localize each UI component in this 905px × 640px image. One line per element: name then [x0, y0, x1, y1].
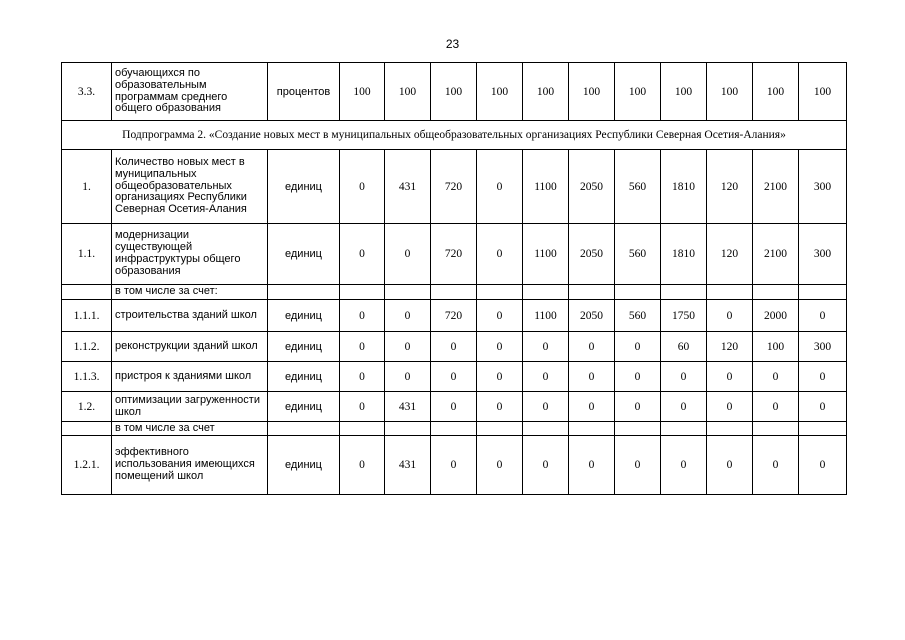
row-value: 0	[615, 392, 661, 422]
subprogram-title: Подпрограмма 2. «Создание новых мест в муниципальных общеобразовательных организациях Республики Северная Осетия-Алания»	[62, 121, 847, 150]
row-value: 120	[707, 150, 753, 224]
row-value: 0	[707, 362, 753, 392]
row-code	[62, 422, 112, 436]
table-row	[62, 63, 847, 121]
row-value	[385, 285, 431, 300]
row-value: 0	[340, 362, 385, 392]
row-value: 0	[340, 332, 385, 362]
page-number: 23	[445, 37, 460, 51]
table-body	[62, 63, 847, 495]
row-name: пристроя к зданиями школ	[112, 362, 268, 392]
row-value: 0	[799, 436, 847, 495]
row-value	[707, 422, 753, 436]
row-code	[62, 285, 112, 300]
row-unit: единиц	[268, 224, 340, 285]
row-value: 0	[707, 436, 753, 495]
row-value: 0	[477, 150, 523, 224]
row-value	[569, 285, 615, 300]
row-value: 431	[385, 436, 431, 495]
row-value: 1810	[661, 224, 707, 285]
row-value: 0	[569, 362, 615, 392]
table-row	[62, 300, 847, 332]
table-row	[62, 392, 847, 422]
row-value: 120	[707, 332, 753, 362]
row-value: 0	[661, 392, 707, 422]
row-value: 1100	[523, 300, 569, 332]
row-code: 1.1.1.	[62, 300, 112, 332]
row-value: 0	[569, 436, 615, 495]
row-value	[340, 285, 385, 300]
row-value: 0	[477, 300, 523, 332]
table-row	[62, 285, 847, 300]
table-row	[62, 436, 847, 495]
row-name: в том числе за счет	[112, 422, 268, 436]
row-value: 0	[707, 300, 753, 332]
row-unit: единиц	[268, 362, 340, 392]
row-value: 100	[753, 63, 799, 121]
row-code: 1.1.	[62, 224, 112, 285]
row-unit: единиц	[268, 392, 340, 422]
row-value	[799, 422, 847, 436]
row-value: 0	[340, 150, 385, 224]
row-value	[753, 285, 799, 300]
row-value: 720	[431, 224, 477, 285]
row-name: обучающихся по образовательным программам среднего общего образования	[112, 63, 268, 121]
row-value	[385, 422, 431, 436]
row-value: 0	[799, 362, 847, 392]
row-name: эффективного использования имеющихся помещений школ	[112, 436, 268, 495]
row-value: 0	[523, 392, 569, 422]
row-value: 100	[569, 63, 615, 121]
row-value: 0	[615, 436, 661, 495]
row-value: 431	[385, 392, 431, 422]
row-value: 2000	[753, 300, 799, 332]
row-value	[569, 422, 615, 436]
row-value	[477, 422, 523, 436]
row-value: 2100	[753, 224, 799, 285]
row-value: 1810	[661, 150, 707, 224]
row-name: Количество новых мест в муниципальных общеобразовательных организациях Республики Северная Осетия-Алания	[112, 150, 268, 224]
row-code: 1.	[62, 150, 112, 224]
row-value: 0	[569, 332, 615, 362]
row-value: 1100	[523, 150, 569, 224]
row-value: 2050	[569, 300, 615, 332]
row-value: 300	[799, 224, 847, 285]
row-value: 100	[340, 63, 385, 121]
row-value: 0	[753, 362, 799, 392]
row-value: 2050	[569, 224, 615, 285]
row-code: 3.3.	[62, 63, 112, 121]
row-value: 100	[523, 63, 569, 121]
row-value: 0	[385, 300, 431, 332]
row-value: 720	[431, 300, 477, 332]
table-row	[62, 150, 847, 224]
table-row	[62, 332, 847, 362]
row-value: 2050	[569, 150, 615, 224]
row-value	[615, 422, 661, 436]
row-name: строительства зданий школ	[112, 300, 268, 332]
row-name: оптимизации загруженности школ	[112, 392, 268, 422]
row-value: 1100	[523, 224, 569, 285]
row-value: 0	[615, 332, 661, 362]
row-code: 1.2.1.	[62, 436, 112, 495]
row-value: 0	[340, 436, 385, 495]
row-unit: единиц	[268, 150, 340, 224]
subprogram-row	[62, 121, 847, 150]
row-value: 0	[799, 300, 847, 332]
row-value	[523, 285, 569, 300]
row-name: реконструкции зданий школ	[112, 332, 268, 362]
row-value	[615, 285, 661, 300]
row-value: 0	[477, 362, 523, 392]
row-code: 1.1.2.	[62, 332, 112, 362]
row-value: 0	[799, 392, 847, 422]
row-value: 720	[431, 150, 477, 224]
row-value: 2100	[753, 150, 799, 224]
row-value	[431, 422, 477, 436]
row-value: 100	[431, 63, 477, 121]
row-value	[340, 422, 385, 436]
row-value: 0	[753, 392, 799, 422]
row-value: 0	[477, 392, 523, 422]
row-name: в том числе за счет:	[112, 285, 268, 300]
row-value: 0	[523, 332, 569, 362]
row-unit: единиц	[268, 436, 340, 495]
row-value	[707, 285, 753, 300]
row-value	[661, 285, 707, 300]
row-value: 560	[615, 150, 661, 224]
row-value: 100	[753, 332, 799, 362]
row-value	[431, 285, 477, 300]
indicators-table	[61, 62, 847, 495]
table-row	[62, 224, 847, 285]
row-value: 560	[615, 300, 661, 332]
row-value: 100	[707, 63, 753, 121]
row-value	[523, 422, 569, 436]
row-code: 1.1.3.	[62, 362, 112, 392]
row-value: 0	[340, 392, 385, 422]
row-value: 100	[661, 63, 707, 121]
row-value: 60	[661, 332, 707, 362]
row-unit	[268, 422, 340, 436]
row-value: 100	[385, 63, 431, 121]
row-unit: единиц	[268, 300, 340, 332]
row-value: 0	[431, 362, 477, 392]
row-value: 0	[431, 392, 477, 422]
row-value: 0	[477, 224, 523, 285]
row-value: 0	[661, 362, 707, 392]
row-value: 431	[385, 150, 431, 224]
row-value: 0	[385, 332, 431, 362]
row-value: 0	[523, 436, 569, 495]
row-unit: процентов	[268, 63, 340, 121]
row-value: 0	[385, 362, 431, 392]
row-code: 1.2.	[62, 392, 112, 422]
row-value: 560	[615, 224, 661, 285]
row-value: 0	[431, 436, 477, 495]
row-value: 0	[340, 300, 385, 332]
row-value: 0	[340, 224, 385, 285]
table-row	[62, 422, 847, 436]
row-value	[477, 285, 523, 300]
row-value: 100	[477, 63, 523, 121]
row-unit	[268, 285, 340, 300]
row-value: 100	[615, 63, 661, 121]
row-value: 300	[799, 332, 847, 362]
row-value: 0	[477, 436, 523, 495]
row-unit: единиц	[268, 332, 340, 362]
row-value: 1750	[661, 300, 707, 332]
row-name: модернизации существующей инфраструктуры общего образования	[112, 224, 268, 285]
row-value: 0	[615, 362, 661, 392]
row-value: 0	[753, 436, 799, 495]
row-value: 0	[707, 392, 753, 422]
row-value	[753, 422, 799, 436]
row-value: 300	[799, 150, 847, 224]
row-value	[799, 285, 847, 300]
row-value: 0	[477, 332, 523, 362]
row-value	[661, 422, 707, 436]
row-value: 0	[569, 392, 615, 422]
row-value: 0	[385, 224, 431, 285]
row-value: 0	[523, 362, 569, 392]
table-row	[62, 362, 847, 392]
row-value: 0	[661, 436, 707, 495]
row-value: 0	[431, 332, 477, 362]
row-value: 120	[707, 224, 753, 285]
row-value: 100	[799, 63, 847, 121]
